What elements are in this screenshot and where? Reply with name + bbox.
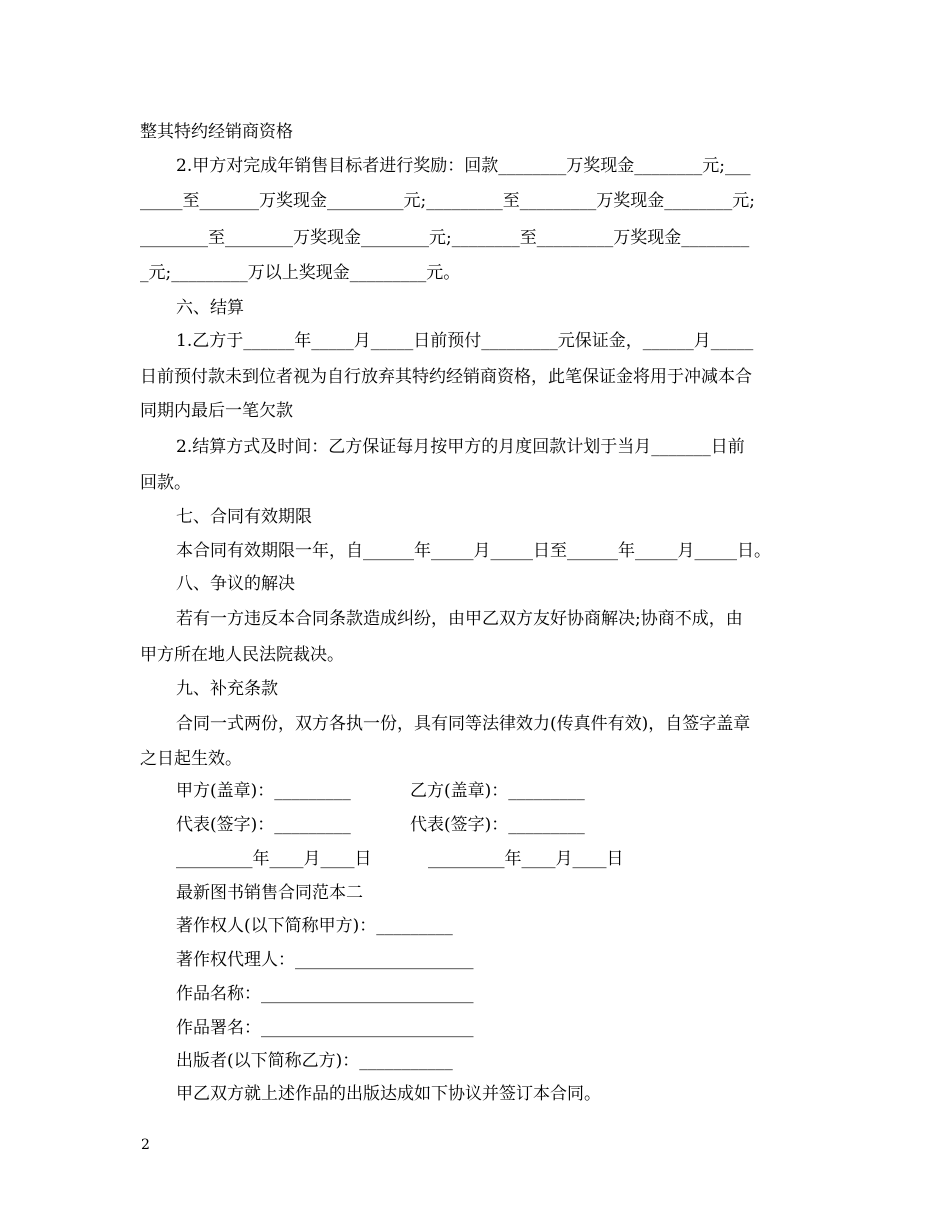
paragraph-line: _元;_________万以上奖现金_________元。 [140, 263, 461, 283]
paragraph-line: 之日起生效。 [140, 749, 242, 769]
publisher-field: 出版者(以下简称乙方)：___________ [176, 1051, 453, 1071]
paragraph-line: 回款。 [140, 473, 191, 493]
copyright-agent-field: 著作权代理人：_____________________ [176, 950, 474, 970]
page-number: 2 [141, 1137, 150, 1153]
paragraph-line: _____至_______万奖现金_________元;_________至_________万奖现金________元; [140, 191, 755, 211]
section-heading-supplementary: 九、补充条款 [176, 679, 278, 699]
section-heading-settlement: 六、结算 [176, 298, 244, 318]
contract-two-title: 最新图书销售合同范本二 [176, 883, 363, 903]
party-a-seal-line: 甲方(盖章)：_________ [176, 781, 351, 801]
paragraph-line: 合同一式两份，双方各执一份，具有同等法律效力(传真件有效)，自签字盖章 [176, 714, 751, 734]
section-heading-validity: 七、合同有效期限 [176, 507, 312, 527]
paragraph-line: 日前预付款未到位者视为自行放弃其特约经销商资格，此笔保证金将用于冲减本合 [140, 367, 752, 387]
party-a-date-line: _________年____月____日 [176, 849, 372, 869]
paragraph-line: 2.结算方式及时间：乙方保证每月按甲方的月度回款计划于当月_______日前 [176, 437, 745, 457]
paragraph-line: 甲乙双方就上述作品的出版达成如下协议并签订本合同。 [176, 1084, 601, 1104]
paragraph-line: 1.乙方于______年_____月_____日前预付_________元保证金，______月_____ [176, 331, 754, 351]
paragraph-line: ________至________万奖现金________元;________至_________万奖现金________ [140, 228, 750, 248]
paragraph-line: 本合同有效期限一年，自______年_____月_____日至______年_____月_____日。 [176, 541, 771, 561]
work-byline-field: 作品署名：_________________________ [176, 1018, 474, 1038]
work-title-field: 作品名称：_________________________ [176, 984, 474, 1004]
party-b-date-line: _________年____月____日 [428, 849, 624, 869]
party-b-seal-line: 乙方(盖章)：_________ [410, 781, 585, 801]
party-b-rep-line: 代表(签字)：_________ [410, 815, 585, 835]
paragraph-line: 若有一方违反本合同条款造成纠纷，由甲乙双方友好协商解决;协商不成，由 [176, 609, 743, 629]
paragraph-line: 同期内最后一笔欠款 [140, 401, 293, 421]
paragraph-line: 2.甲方对完成年销售目标者进行奖励：回款________万奖现金________元;___ [176, 156, 751, 176]
party-a-rep-line: 代表(签字)：_________ [176, 815, 351, 835]
paragraph-line: 甲方所在地人民法院裁决。 [140, 645, 344, 665]
copyright-owner-field: 著作权人(以下简称甲方)：_________ [176, 916, 453, 936]
paragraph-line: 整其特约经销商资格 [140, 122, 293, 142]
section-heading-dispute: 八、争议的解决 [176, 574, 295, 594]
